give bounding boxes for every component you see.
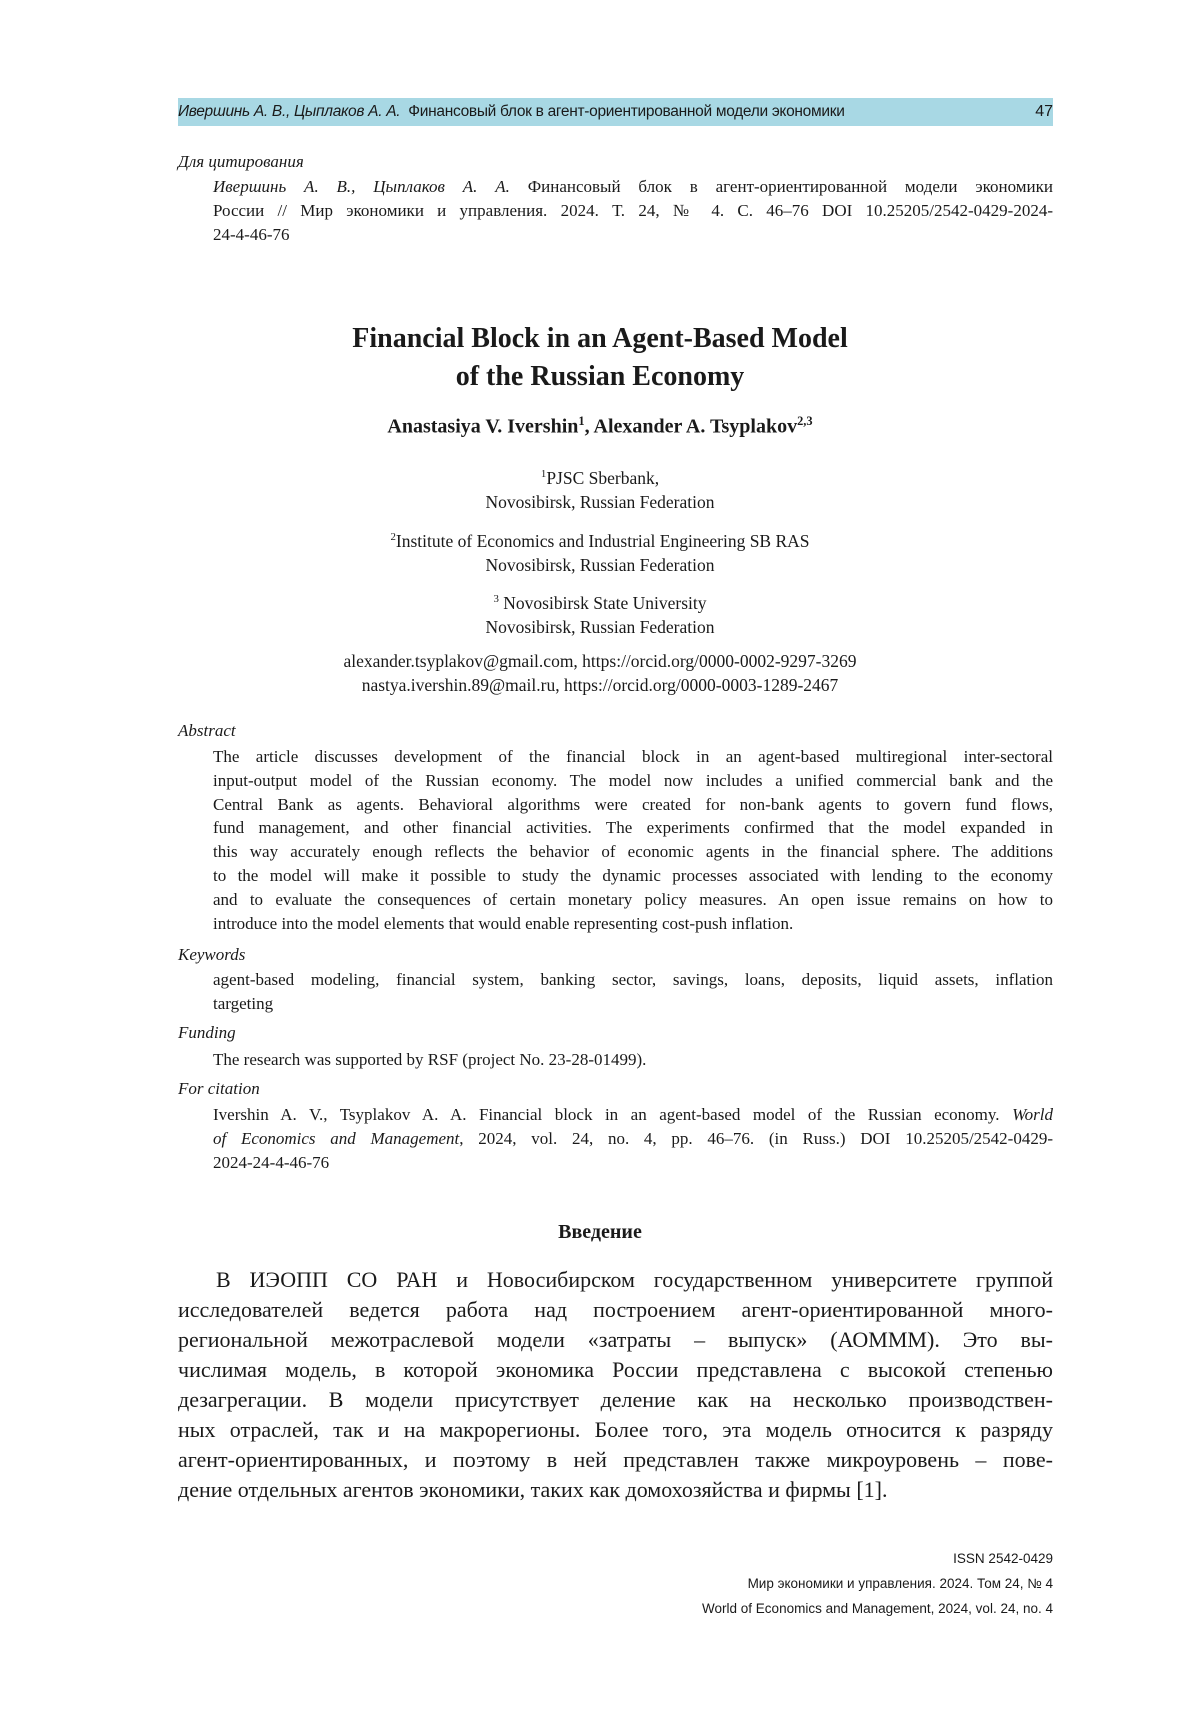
affil-sup: 2 (390, 531, 396, 543)
affil-sup: 1 (540, 468, 547, 480)
affil-line: Novosibirsk State University (498, 592, 707, 613)
citation-part: 2024-24-4-46-76 (213, 1152, 330, 1172)
keywords-line: targeting (213, 993, 274, 1013)
citation-journal: World (1012, 1105, 1054, 1124)
funding-line: The research was supported by RSF (project No. 23-28-01499). (213, 1050, 647, 1069)
abstract-line: Central Bank as agents. Behavioral algorithms were created for non-bank agents to govern fund flows, (213, 794, 1053, 814)
affil-line: Novosibirsk, Russian Federation (485, 491, 715, 512)
contacts (0, 649, 1200, 697)
abstract-line: fund management, and other financial activities. The experiments confirmed that the model expanded in (213, 818, 1053, 838)
affiliation (0, 462, 1200, 514)
running-header-title (178, 103, 1035, 121)
running-header (178, 98, 1053, 126)
keywords-line: agent-based modeling, financial system, banking sector, savings, loans, deposits, liquid assets, inflation (213, 970, 1053, 989)
contact-line[interactable]: alexander.tsyplakov@gmail.com, https://orcid.org/0000-0002-9297-3269 (343, 651, 857, 671)
citation-text (213, 1103, 1053, 1174)
body-line: агент-ориентированных, и поэтому в ней представлен также микроуровень – пове- (178, 1447, 1053, 1472)
body-line: ных отраслей, так и на макрорегионы. Более того, эта модель относится к разряду (178, 1417, 1053, 1442)
abstract-line: introduce into the model elements that would enable representing cost-push inflation. (213, 913, 794, 933)
page-number: 47 (1035, 103, 1053, 120)
abstract-line: and to evaluate the consequences of certain monetary policy measures. An open issue remains on how to (213, 889, 1053, 909)
author-name: Alexander A. Tsyplakov (593, 415, 798, 438)
abstract-line: input-output model of the Russian economy. The model now includes a unified commercial bank and the (213, 770, 1053, 790)
body-line: дезагрегации. В модели присутствует деление как на несколько производствен- (178, 1387, 1053, 1412)
affil-line: Institute of Economics and Industrial Engineering SB RAS (395, 530, 810, 551)
footer-journal-ru: Мир экономики и управления. 2024. Том 24, № 4 (747, 1576, 1053, 1591)
body-line: исследователей ведется работа над построением агент-ориентированной много- (178, 1297, 1053, 1322)
ru-citation-line: Финансовый блок в агент-ориентированной модели экономики (527, 177, 1054, 196)
affiliation (0, 587, 1200, 639)
intro-heading: Введение (558, 1221, 642, 1243)
abstract-line: The article discusses development of the financial block in an agent-based multiregional inter-sectoral (213, 747, 1053, 766)
body-line: числимая модель, в которой экономика России представлена с высокой степенью (178, 1357, 1053, 1382)
contact-line[interactable]: nastya.ivershin.89@mail.ru, https://orcid.org/0000-0003-1289-2467 (361, 675, 839, 695)
funding-text (213, 1048, 1053, 1072)
keywords-text (213, 968, 1053, 1016)
author-affil-sup: 1 (578, 414, 585, 428)
ru-citation-authors: Ивершинь А. В., Цыплаков А. А. (213, 177, 510, 196)
author-affil-sup: 2,3 (797, 414, 813, 428)
ru-citation-label: Для цитирования (178, 152, 304, 171)
affil-line: Novosibirsk, Russian Federation (485, 616, 715, 637)
affiliation (0, 525, 1200, 577)
body-line: В ИЭОПП СО РАН и Новосибирском государственном университете группой (216, 1267, 1053, 1292)
keywords-label: Keywords (178, 945, 246, 964)
ru-citation-line: России // Мир экономики и управления. 2024. Т. 24, № 4. С. 46–76 DOI 10.25205/2542-0429-2024- (213, 200, 1053, 220)
ru-citation (213, 175, 1053, 246)
affil-sup: 3 (493, 593, 499, 605)
author-sep: , (584, 415, 594, 438)
body-line: региональной межотраслевой модели «затраты – выпуск» (АОМММ). Это вы- (178, 1327, 1053, 1352)
title-line: of the Russian Economy (455, 361, 745, 392)
funding-label: Funding (178, 1023, 236, 1042)
author-name: Anastasiya V. Ivershin (387, 415, 579, 438)
citation-part: Ivershin A. V., Tsyplakov A. A. Financial block in an agent-based model of the Russian economy. (213, 1105, 1000, 1124)
header-article-title: Финансовый блок в агент-ориентированной модели экономики (408, 103, 845, 120)
abstract-line: this way accurately enough reflects the behavior of economic agents in the financial sphere. The additions (213, 842, 1053, 862)
affil-line: PJSC Sberbank, (546, 467, 660, 488)
citation-label: For citation (178, 1079, 260, 1098)
affil-line: Novosibirsk, Russian Federation (485, 554, 715, 575)
abstract-line: to the model will make it possible to study the dynamic processes associated with lending to the economy (213, 865, 1053, 885)
abstract-label: Abstract (178, 721, 236, 740)
citation-part: , 2024, vol. 24, no. 4, pp. 46–76. (in Russ.) DOI 10.25205/2542-0429- (459, 1128, 1053, 1148)
body-line: дение отдельных агентов экономики, таких как домохозяйства и фирмы [1]. (178, 1477, 888, 1502)
footer-journal-en: World of Economics and Management, 2024, vol. 24, no. 4 (702, 1601, 1053, 1616)
intro-paragraph (178, 1265, 1053, 1505)
abstract-text (213, 745, 1053, 935)
page-footer (702, 1546, 1053, 1621)
authors (0, 414, 1200, 439)
ru-citation-line: 24-4-46-76 (213, 224, 290, 244)
article-title (0, 320, 1200, 396)
footer-issn: ISSN 2542-0429 (953, 1551, 1053, 1566)
citation-journal: of Economics and Management (213, 1128, 460, 1148)
header-authors: Ивершинь А. В., Цыплаков А. А. (178, 103, 401, 120)
title-line: Financial Block in an Agent-Based Model (352, 323, 848, 354)
